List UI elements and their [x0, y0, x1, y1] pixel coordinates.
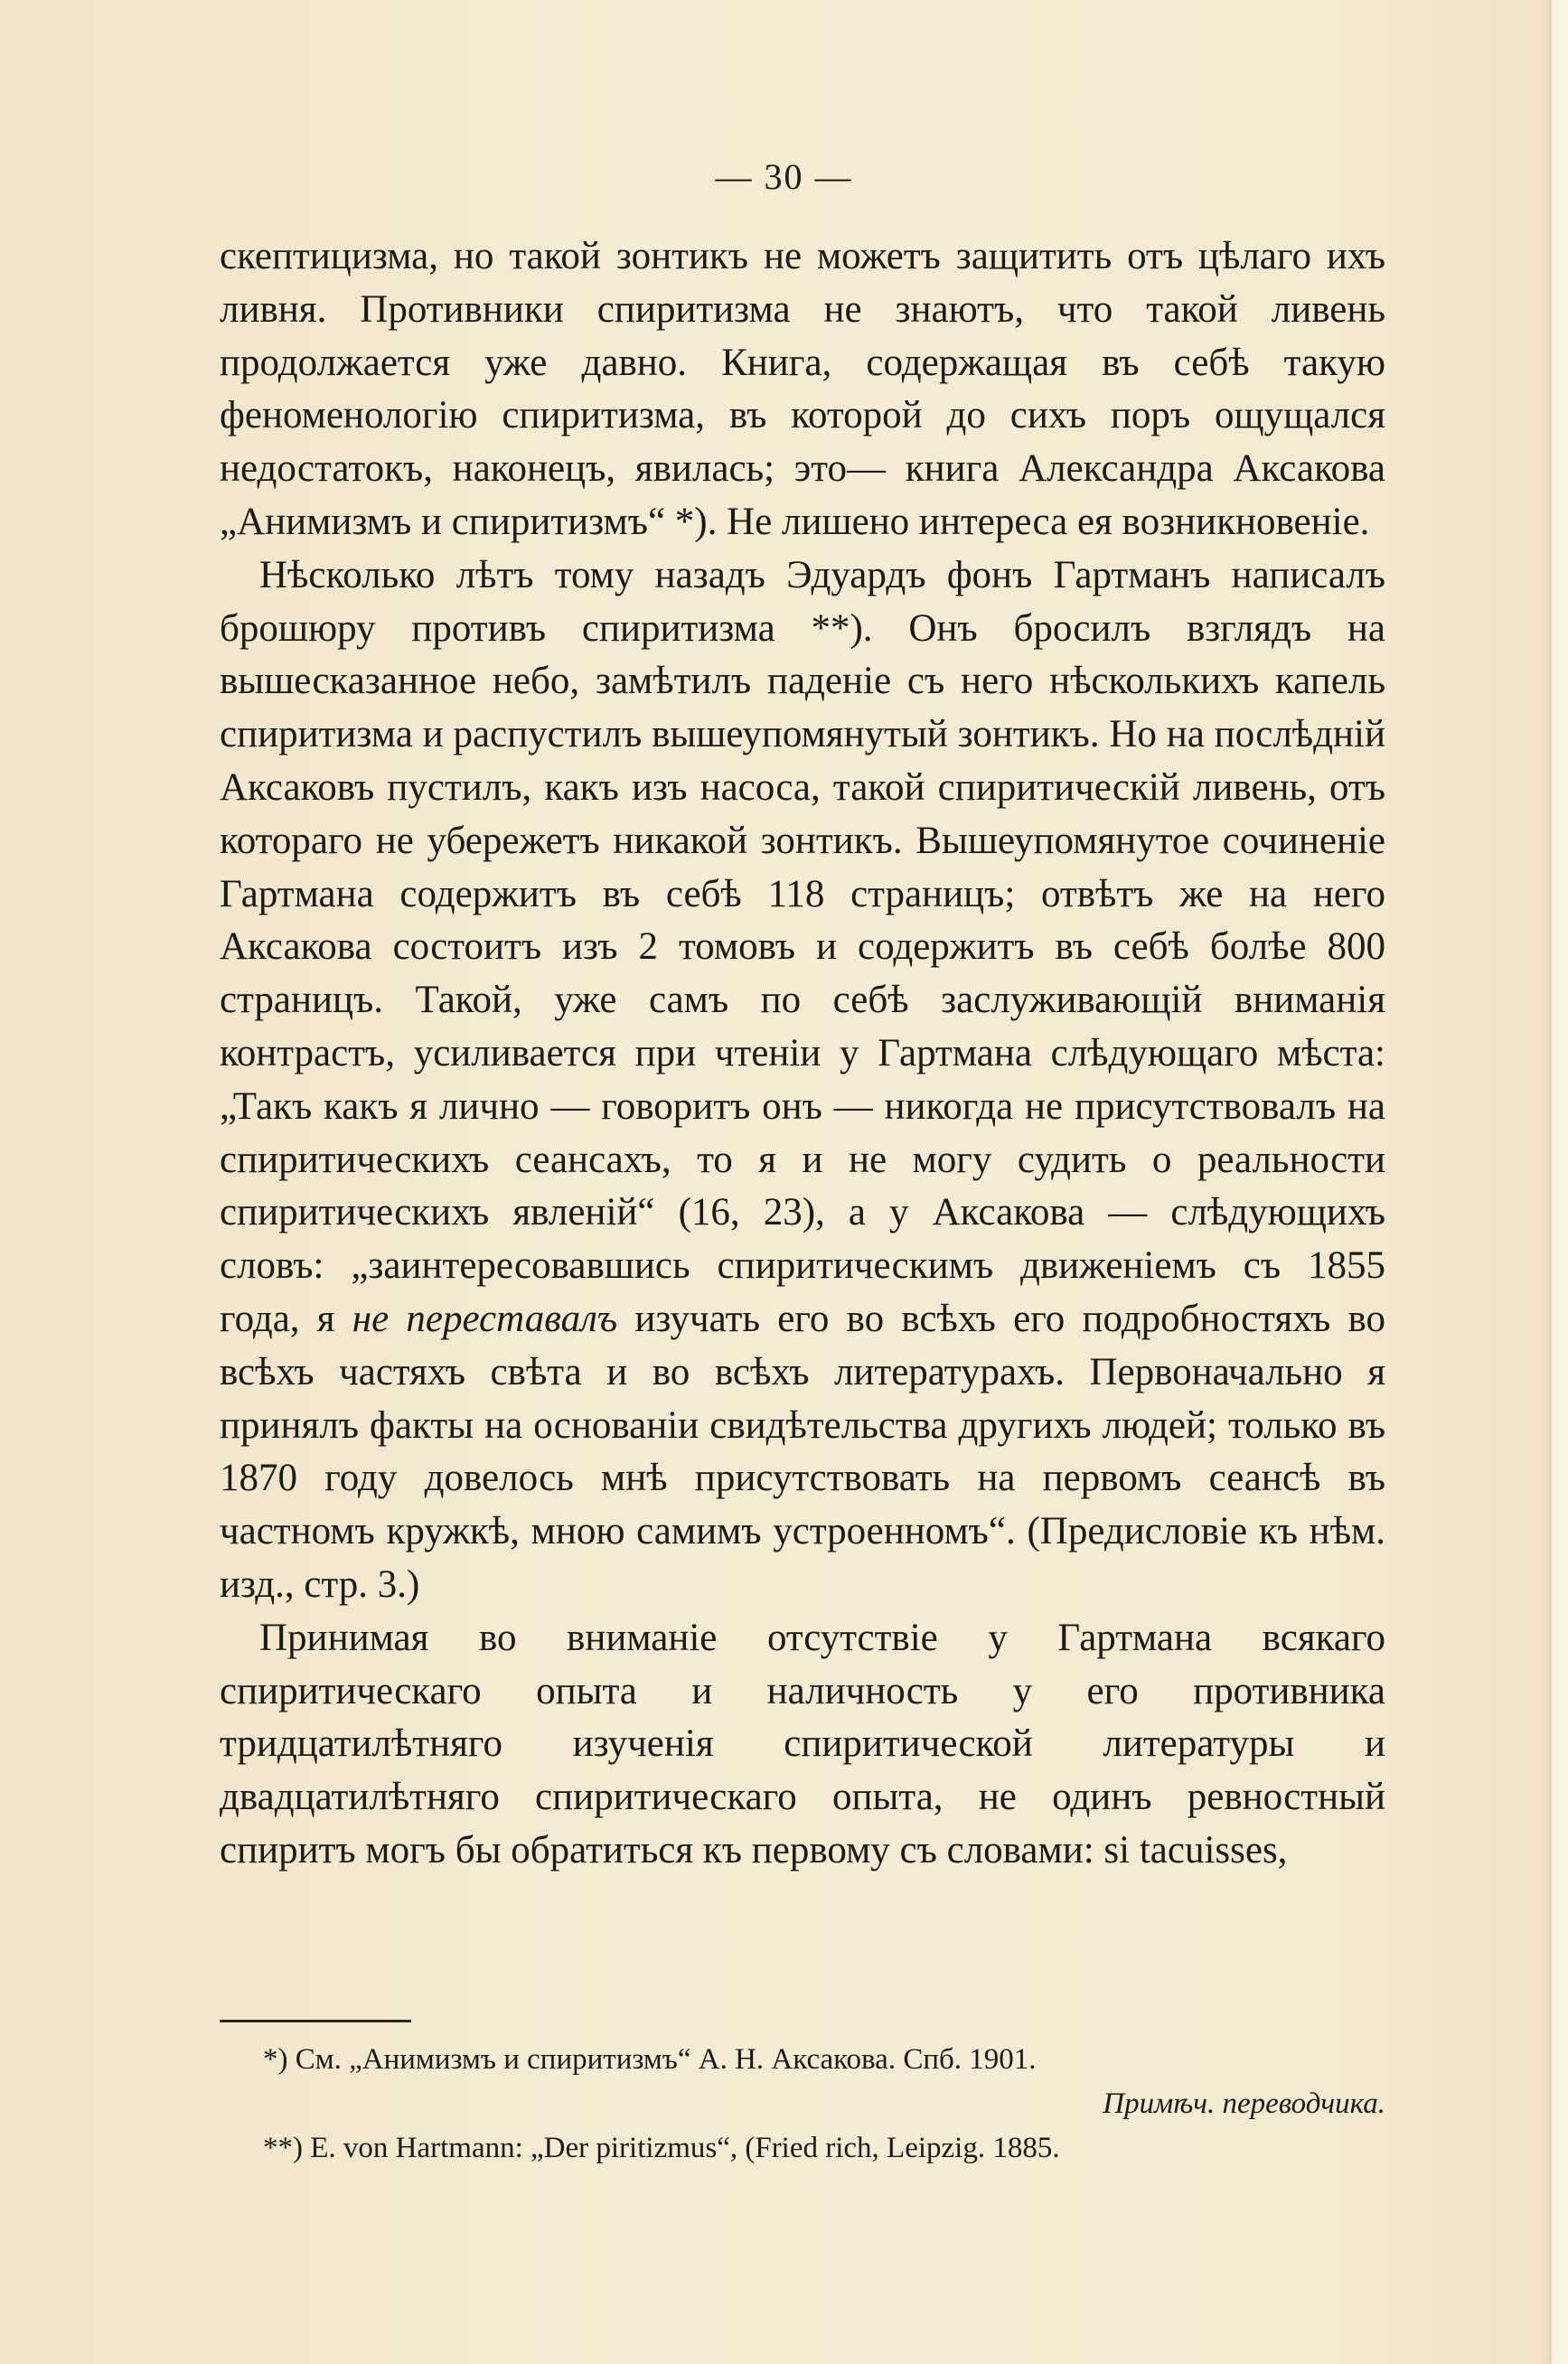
page-edge [1552, 0, 1568, 2364]
footnotes [220, 2038, 1385, 2171]
footnote-2: **) E. von Hartmann: „Der piritizmus“, (Fried rich, Leipzig. 1885. [263, 2132, 1060, 2164]
body-text [220, 230, 1385, 1878]
page-number: — 30 — [715, 156, 853, 197]
paragraph-3: Принимая во вниманіе отсутствіе у Гартмана всякаго спиритическаго опыта и наличность у его противника тридцатилѣтняго изученія спиритической литературы и двадцатилѣтняго спиритическаго опыта, не одинъ ревностный спиритъ могъ бы обратиться къ первому съ словами: si tacuisses, [220, 1616, 1385, 1872]
footnote-1: *) См. „Анимизмъ и спиритизмъ“ А. Н. Аксакова. Спб. 1901. [263, 2043, 1037, 2076]
paragraph-2-part-1: Нѣсколько лѣтъ тому назадъ Эдуардъ фонъ Гартманъ написалъ брошюру противъ спиритизма **). Онъ бросилъ взглядъ на вышесказанное небо, замѣтилъ паденіе съ него нѣсколькихъ капель спиритизма и распустилъ вышеупомянутый зонтикъ. Но на послѣдній Аксаковъ пустилъ, какъ изъ насоса, такой спиритическій ливень, отъ котораго не убережетъ никакой зонтикъ. Вышеупомянутое сочиненіе Гартмана содержитъ въ себѣ 118 страницъ; отвѣтъ же на него Аксакова состоитъ изъ 2 томовъ и содержитъ въ себѣ болѣе 800 страницъ. Такой, уже самъ по себѣ заслуживающій вниманія контрастъ, усиливается при чтеніи у Гартмана слѣдующаго мѣста: „Такъ какъ я лично — говоритъ онъ — никогда не присутствовалъ на спиритическихъ сеансахъ, то я и не могу судить о реальности спиритическихъ явленій“ (16, 23), а у Аксакова — слѣдующихъ словъ: „заинтересовавшись спиритическимъ движеніемъ съ 1855 года, я [220, 553, 1385, 1340]
paragraph-2-italic: не переставалъ [352, 1297, 618, 1340]
paragraph-2 [220, 549, 1385, 1612]
paragraph-1: скептицизма, но такой зонтикъ не можетъ защитить отъ цѣлаго ихъ ливня. Противники спиритизма не знаютъ, что такой ливень продолжается уже давно. Книга, содержащая въ себѣ такую феноменологію спиритизма, въ которой до сихъ поръ ощущался недостатокъ, наконецъ, явилась; это— книга Александра Аксакова „Анимизмъ и спиритизмъ“ *). Не лишено интереса ея возникновеніе. [220, 235, 1385, 543]
paragraph-2-part-2: изучать его во всѣхъ его подробностяхъ во всѣхъ частяхъ свѣта и во всѣхъ литературахъ. Первоначально я принялъ факты на основаніи свидѣтельства другихъ людей; только въ 1870 году довелось мнѣ присутствовать на первомъ сеансѣ въ частномъ кружкѣ, мною самимъ устроенномъ“. (Предисловіе къ нѣм. изд., стр. 3.) [220, 1297, 1386, 1606]
footnote-rule [220, 2020, 411, 2022]
footnote-1-note: Примѣч. переводчика. [1103, 2087, 1385, 2120]
